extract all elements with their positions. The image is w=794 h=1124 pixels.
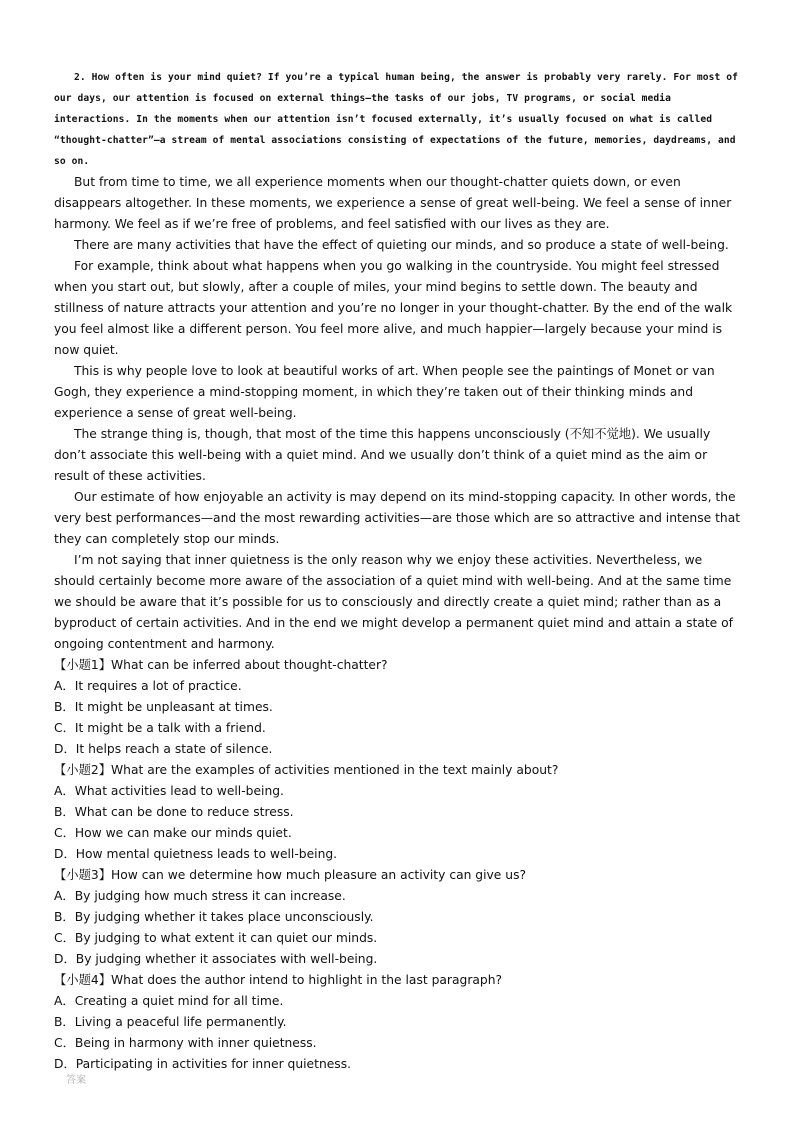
passage-intro: 2. How often is your mind quiet? If you’re a typical human being, the answer is probably very rarely. For most of our days, our attention is focused on external things—the tasks of our jobs, TV programs, or social media interactions. In the moments when our attention isn’t focused externally, it’s usually focused on what is called “thought-chatter”—a stream of mental associations consisting of expectations of the future, memories, daydreams, and so on. xyxy=(54,72,738,167)
question-stem: 【小题1】What can be inferred about thought-chatter? xyxy=(54,658,388,672)
option-a: A．What activities lead to well-being. xyxy=(54,784,284,798)
option-c: C．By judging to what extent it can quiet our minds. xyxy=(54,931,378,945)
passage-paragraph-5: The strange thing is, though, that most of the time this happens unconsciously (不知不觉地). We usually don’t associate this well-being with a quiet mind. And we usually don’t think of a quiet mind as the aim or result of these activities. xyxy=(54,427,711,483)
passage-paragraph-2: There are many activities that have the effect of quieting our minds, and so produce a state of well-being. xyxy=(74,238,729,252)
question-stem: 【小题4】What does the author intend to highlight in the last paragraph? xyxy=(54,973,503,987)
document-content xyxy=(54,67,744,1075)
option-a: A．It requires a lot of practice. xyxy=(54,679,242,693)
option-c: C．How we can make our minds quiet. xyxy=(54,826,292,840)
question-2 xyxy=(54,760,744,865)
question-4 xyxy=(54,970,744,1075)
question-stem: 【小题2】What are the examples of activities mentioned in the text mainly about? xyxy=(54,763,559,777)
passage-paragraph-4: This is why people love to look at beautiful works of art. When people see the paintings of Monet or van Gogh, they experience a mind-stopping moment, in which they’re taken out of their thinking minds and experience a sense of great well-being. xyxy=(54,364,715,420)
question-stem: 【小题3】How can we determine how much pleasure an activity can give us? xyxy=(54,868,527,882)
option-d: D．It helps reach a state of silence. xyxy=(54,742,273,756)
passage-paragraph-6: Our estimate of how enjoyable an activity is may depend on its mind-stopping capacity. In other words, the very best performances—and the most rewarding activities—are those which are so attractive and intense that they can completely stop our minds. xyxy=(54,490,741,546)
option-d: D．How mental quietness leads to well-being. xyxy=(54,847,338,861)
question-1 xyxy=(54,655,744,760)
footer-answer-label: 答案 xyxy=(66,1075,86,1086)
option-b: B．What can be done to reduce stress. xyxy=(54,805,294,819)
passage-paragraph-7: I’m not saying that inner quietness is the only reason why we enjoy these activities. Nevertheless, we should certainly become more aware of the association of a quiet mind with well-being. And at the same time we should be aware that it’s possible for us to consciously and directly create a quiet mind; rather than as a byproduct of certain activities. And in the end we might develop a permanent quiet mind and attain a state of ongoing contentment and harmony. xyxy=(54,553,733,651)
option-a: A．By judging how much stress it can increase. xyxy=(54,889,346,903)
option-b: B．By judging whether it takes place unconsciously. xyxy=(54,910,374,924)
option-c: C．Being in harmony with inner quietness. xyxy=(54,1036,317,1050)
option-c: C．It might be a talk with a friend. xyxy=(54,721,266,735)
option-b: B．It might be unpleasant at times. xyxy=(54,700,273,714)
passage-paragraph-1: But from time to time, we all experience moments when our thought-chatter quiets down, or even disappears altogether. In these moments, we experience a sense of great well-being. We feel a sense of inner harmony. We feel as if we’re free of problems, and feel satisfied with our lives as they are. xyxy=(54,175,732,231)
option-b: B．Living a peaceful life permanently. xyxy=(54,1015,287,1029)
option-a: A．Creating a quiet mind for all time. xyxy=(54,994,284,1008)
passage-paragraph-3: For example, think about what happens when you go walking in the countryside. You might feel stressed when you start out, but slowly, after a couple of miles, your mind begins to settle down. The beauty and stillness of nature attracts your attention and you’re no longer in your thought-chatter. By the end of the walk you feel almost like a different person. You feel more alive, and much happier—largely because your mind is now quiet. xyxy=(54,259,733,357)
option-d: D．Participating in activities for inner quietness. xyxy=(54,1057,352,1071)
question-3 xyxy=(54,865,744,970)
option-d: D．By judging whether it associates with well-being. xyxy=(54,952,378,966)
